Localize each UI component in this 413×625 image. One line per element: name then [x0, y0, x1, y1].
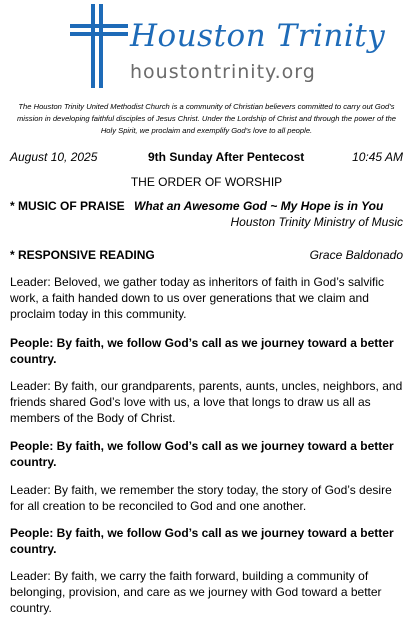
leader-line: Leader: By faith, we carry the faith forward, building a community of belonging, provision, and care as we journey with God toward a better country. [10, 569, 382, 615]
liturgical-day: 9th Sunday After Pentecost [148, 150, 305, 164]
mission-statement: The Houston Trinity United Methodist Church is a community of Christian believers committed to carry out God’s mission in developing faithful disciples of Jesus Christ. Under the Lordship of Christ and through the power of the Holy Spirit, we proclaim and exemplify God’s love to all people. [16, 102, 397, 135]
leader-line: Leader: By faith, our grandparents, parents, aunts, uncles, neighbors, and friends shared God’s love with us, a love that longs to draw us all as members of the Body of Christ. [10, 379, 403, 425]
responsive-reading-row [10, 248, 403, 262]
music-label: * MUSIC OF PRAISE [10, 199, 125, 213]
cross-icon [68, 4, 130, 88]
order-of-worship-title: THE ORDER OF WORSHIP [130, 175, 283, 189]
reading-label: * RESPONSIVE READING [10, 248, 155, 262]
service-time: 10:45 AM [352, 150, 403, 164]
people-line: People: By faith, we follow God’s call as we journey toward a better country. [10, 439, 394, 469]
leader-line: Leader: By faith, we remember the story today, the story of God’s desire for all creation to be reconciled to God and one another. [10, 483, 392, 513]
people-line: People: By faith, we follow God’s call as we journey toward a better country. [10, 526, 394, 556]
church-logo [68, 4, 386, 90]
reading-leader: Grace Baldonado [309, 248, 403, 262]
music-ministry: Houston Trinity Ministry of Music [230, 215, 403, 229]
logo-name: Houston Trinity [130, 18, 386, 54]
leader-line: Leader: Beloved, we gather today as inheritors of faith in God’s salvific work, a faith handed down to us over generations that we claim and proclaim today in this community. [10, 275, 384, 321]
music-of-praise-row [10, 199, 403, 213]
people-line: People: By faith, we follow God’s call as we journey toward a better country. [10, 336, 394, 366]
music-song: What an Awesome God ~ My Hope is in You [134, 199, 384, 213]
service-date: August 10, 2025 [10, 150, 98, 164]
logo-url: houstontrinity.org [130, 61, 316, 83]
